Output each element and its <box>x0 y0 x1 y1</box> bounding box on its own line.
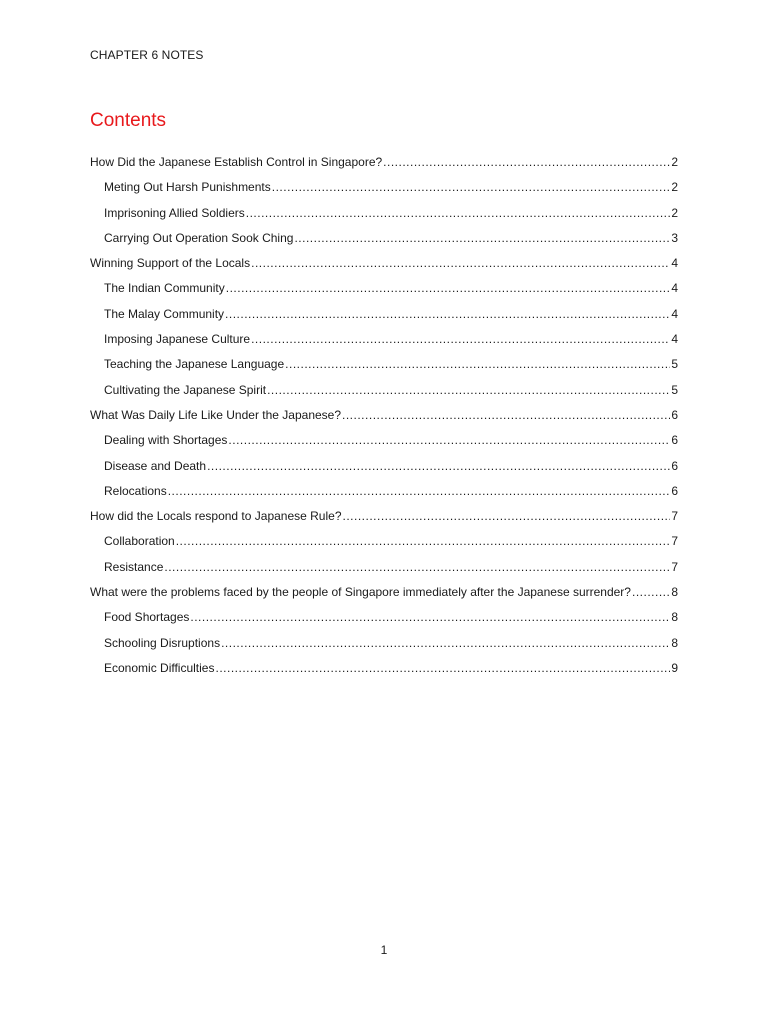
toc-entry-page: 8 <box>671 635 678 650</box>
toc-entry-subsection[interactable] <box>90 605 678 630</box>
toc-entry-page: 4 <box>671 256 678 271</box>
toc-leader-dots <box>190 605 670 630</box>
toc-leader-dots <box>285 352 670 377</box>
toc-entry-page: 9 <box>671 660 678 675</box>
toc-leader-dots <box>221 631 670 656</box>
toc-entry-page: 7 <box>671 534 678 549</box>
toc-entry-subsection[interactable] <box>90 201 678 226</box>
toc-leader-dots <box>226 276 671 301</box>
toc-entry-page: 4 <box>671 281 678 296</box>
toc-entry-page: 3 <box>671 230 678 245</box>
toc-entry-subsection[interactable] <box>90 276 678 301</box>
toc-entry-page: 5 <box>671 382 678 397</box>
toc-leader-dots <box>342 403 670 428</box>
toc-entry-page: 6 <box>671 407 678 422</box>
toc-entry-section[interactable] <box>90 504 678 529</box>
toc-entry-page: 8 <box>671 585 678 600</box>
toc-leader-dots <box>215 656 670 681</box>
toc-entry-subsection[interactable] <box>90 529 678 554</box>
toc-entry-subsection[interactable] <box>90 175 678 200</box>
toc-entry-label: The Indian Community <box>104 281 225 296</box>
toc-entry-page: 4 <box>671 306 678 321</box>
toc-entry-page: 6 <box>671 433 678 448</box>
toc-entry-subsection[interactable] <box>90 302 678 327</box>
toc-entry-page: 2 <box>671 155 678 169</box>
page-header: CHAPTER 6 NOTES <box>90 48 204 62</box>
toc-entry-page: 4 <box>671 332 678 347</box>
toc-leader-dots <box>272 175 671 200</box>
toc-entry-label: How did the Locals respond to Japanese Rule? <box>90 509 342 524</box>
toc-entry-label: Dealing with Shortages <box>104 433 228 448</box>
toc-leader-dots <box>267 378 670 403</box>
toc-entry-label: Food Shortages <box>104 610 190 625</box>
toc-entry-subsection[interactable] <box>90 454 678 479</box>
toc-title: Contents <box>90 110 167 131</box>
toc-entry-label: Cultivating the Japanese Spirit <box>104 382 267 397</box>
toc-leader-dots <box>632 580 670 605</box>
toc-entry-label: Carrying Out Operation Sook Ching <box>104 230 294 245</box>
toc-entry-label: How Did the Japanese Establish Control in Singapore? <box>90 155 383 169</box>
toc-entry-label: Economic Difficulties <box>104 660 215 675</box>
toc-leader-dots <box>225 302 670 327</box>
toc-leader-dots <box>251 251 670 276</box>
toc-entry-section[interactable] <box>90 580 678 605</box>
toc-entry-page: 6 <box>671 483 678 498</box>
toc-entry-label: What Was Daily Life Like Under the Japanese? <box>90 407 342 422</box>
toc-entry-subsection[interactable] <box>90 226 678 251</box>
toc-leader-dots <box>228 428 670 453</box>
toc-entry-page: 7 <box>671 509 678 524</box>
toc-leader-dots <box>207 454 670 479</box>
toc-entry-subsection[interactable] <box>90 631 678 656</box>
toc-entry-subsection[interactable] <box>90 352 678 377</box>
toc-entry-page: 7 <box>671 559 678 574</box>
toc-entry-label: Imposing Japanese Culture <box>104 332 251 347</box>
toc-entry-label: Schooling Disruptions <box>104 635 221 650</box>
toc-entry-label: Teaching the Japanese Language <box>104 357 285 372</box>
toc-leader-dots <box>246 201 671 226</box>
toc-entry-section[interactable] <box>90 251 678 276</box>
toc-leader-dots <box>294 226 670 251</box>
toc-leader-dots <box>251 327 670 352</box>
toc-entry-label: Collaboration <box>104 534 175 549</box>
toc-entry-page: 5 <box>671 357 678 372</box>
toc-entry-label: The Malay Community <box>104 306 225 321</box>
toc-entry-section[interactable] <box>90 150 678 175</box>
toc-entry-page: 2 <box>671 180 678 195</box>
toc-entry-label: Imprisoning Allied Soldiers <box>104 205 245 220</box>
toc-entry-subsection[interactable] <box>90 555 678 580</box>
toc-entry-page: 8 <box>671 610 678 625</box>
toc-entry-label: Relocations <box>104 483 167 498</box>
toc-leader-dots <box>164 555 670 580</box>
toc-entry-label: Resistance <box>104 559 164 574</box>
toc-leader-dots <box>176 529 671 554</box>
toc-entry-page: 6 <box>671 458 678 473</box>
page-number: 1 <box>380 943 388 957</box>
toc-entry-page: 2 <box>671 205 678 220</box>
toc-entry-section[interactable] <box>90 403 678 428</box>
toc-entry-label: Meting Out Harsh Punishments <box>104 180 271 195</box>
toc-leader-dots <box>343 504 671 529</box>
toc-entry-subsection[interactable] <box>90 378 678 403</box>
toc-entry-subsection[interactable] <box>90 428 678 453</box>
toc-leader-dots <box>168 479 671 504</box>
toc-entry-subsection[interactable] <box>90 656 678 681</box>
toc-entry-subsection[interactable] <box>90 327 678 352</box>
toc-entry-label: Winning Support of the Locals <box>90 256 251 271</box>
table-of-contents <box>90 150 678 681</box>
toc-entry-label: Disease and Death <box>104 458 207 473</box>
toc-entry-label: What were the problems faced by the people of Singapore immediately after the Japanese surrender? <box>90 585 631 600</box>
toc-entry-subsection[interactable] <box>90 479 678 504</box>
toc-leader-dots <box>383 150 670 175</box>
